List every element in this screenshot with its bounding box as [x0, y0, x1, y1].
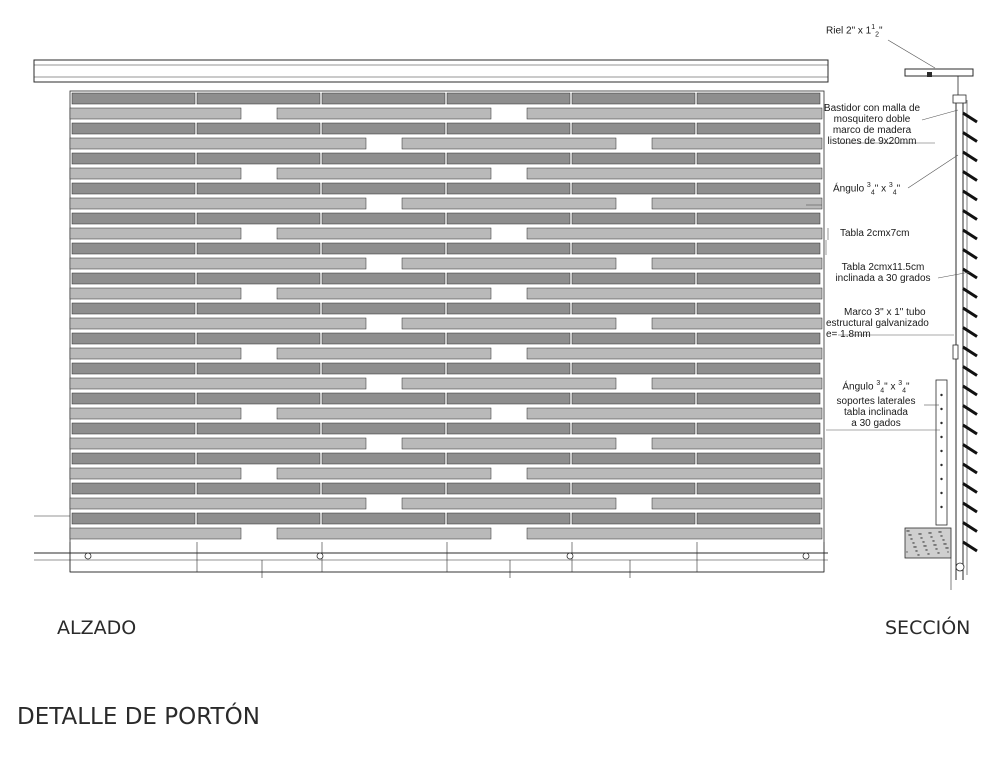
- inclined-board: [527, 168, 822, 179]
- frame-tube-label: Marco 3" x 1" tubo estructural galvanizado e= 1.8mm: [826, 307, 929, 340]
- rail-bolt: [927, 72, 932, 77]
- bolt-hole: [940, 422, 942, 424]
- bolt-hole: [940, 492, 942, 494]
- inclined-board-section: [963, 464, 977, 473]
- board-inclined-label: Tabla 2cmx11.5cm inclinada a 30 grados: [835, 262, 931, 284]
- horizontal-slat: [447, 453, 570, 464]
- horizontal-slat: [197, 483, 320, 494]
- aggregate-dot: [915, 546, 916, 547]
- horizontal-slat: [72, 483, 195, 494]
- horizontal-slat: [572, 363, 695, 374]
- horizontal-slat: [697, 453, 820, 464]
- horizontal-slat: [197, 423, 320, 434]
- mid-connector: [953, 345, 958, 359]
- inclined-board-section: [963, 445, 977, 454]
- inclined-board: [652, 198, 822, 209]
- elevation-caption: ALZADO: [57, 617, 137, 639]
- horizontal-slat: [447, 153, 570, 164]
- inclined-board-section: [963, 289, 977, 298]
- horizontal-slat: [447, 213, 570, 224]
- bolt-hole: [940, 478, 942, 480]
- inclined-board: [70, 498, 366, 509]
- horizontal-slat: [572, 453, 695, 464]
- inclined-board-section: [963, 406, 977, 415]
- top-rail: [34, 60, 828, 82]
- horizontal-slat: [197, 453, 320, 464]
- inclined-board: [527, 408, 822, 419]
- inclined-board-section: [963, 269, 977, 278]
- horizontal-slat: [322, 183, 445, 194]
- inclined-board: [402, 198, 616, 209]
- aggregate-dot: [931, 536, 932, 537]
- inclined-board-section: [963, 113, 977, 122]
- horizontal-slat: [697, 423, 820, 434]
- inclined-board: [402, 438, 616, 449]
- inclined-board: [402, 318, 616, 329]
- horizontal-slat: [697, 483, 820, 494]
- horizontal-slat: [447, 363, 570, 374]
- aggregate-dot: [925, 545, 926, 546]
- inclined-board: [70, 138, 366, 149]
- horizontal-slat: [72, 213, 195, 224]
- horizontal-slat: [697, 363, 820, 374]
- horizontal-slat: [322, 513, 445, 524]
- inclined-board: [402, 378, 616, 389]
- horizontal-slat: [322, 273, 445, 284]
- horizontal-slat: [697, 303, 820, 314]
- horizontal-slat: [697, 123, 820, 134]
- horizontal-slat: [697, 333, 820, 344]
- inclined-board: [277, 528, 491, 539]
- wheel: [317, 553, 323, 559]
- horizontal-slat: [72, 393, 195, 404]
- inclined-board-section: [963, 211, 977, 220]
- inclined-board-section: [963, 386, 977, 395]
- aggregate-dot: [930, 532, 931, 533]
- elevation-view: [34, 60, 828, 578]
- horizontal-slat: [447, 513, 570, 524]
- wheel: [803, 553, 809, 559]
- screen-frame-label: Bastidor con malla de mosquitero doble marco de madera listones de 9x20mm: [823, 103, 921, 147]
- horizontal-slat: [72, 93, 195, 104]
- inclined-board: [652, 438, 822, 449]
- horizontal-slat: [197, 363, 320, 374]
- aggregate-dot: [947, 551, 948, 552]
- leader-line: [938, 272, 970, 278]
- horizontal-slat: [697, 183, 820, 194]
- aggregate-dot: [945, 543, 946, 544]
- inclined-board: [70, 348, 241, 359]
- horizontal-slat: [72, 273, 195, 284]
- aggregate-dot: [911, 538, 912, 539]
- horizontal-slat: [197, 393, 320, 404]
- horizontal-slat: [197, 273, 320, 284]
- bolt-hole: [940, 408, 942, 410]
- inclined-board: [527, 528, 822, 539]
- horizontal-slat: [72, 153, 195, 164]
- inclined-board: [277, 168, 491, 179]
- inclined-board: [70, 108, 241, 119]
- inclined-board: [70, 378, 366, 389]
- horizontal-slat: [572, 153, 695, 164]
- inclined-board: [277, 348, 491, 359]
- bolt-hole: [940, 506, 942, 508]
- inclined-board-section: [963, 347, 977, 356]
- inclined-board: [277, 228, 491, 239]
- aggregate-dot: [936, 548, 937, 549]
- horizontal-slat: [447, 123, 570, 134]
- inclined-board: [277, 288, 491, 299]
- horizontal-slat: [197, 513, 320, 524]
- horizontal-slat: [72, 363, 195, 374]
- lateral-angle-label: Ángulo $^3_4$" x $^3_4$" soportes laterales tabla inclinada a 30 gados: [836, 380, 916, 430]
- aggregate-dot: [920, 533, 921, 534]
- inclined-board: [277, 468, 491, 479]
- aggregate-dot: [947, 547, 948, 548]
- inclined-board-section: [963, 425, 977, 434]
- aggregate-dot: [943, 539, 944, 540]
- horizontal-slat: [572, 393, 695, 404]
- horizontal-slat: [197, 183, 320, 194]
- inclined-board: [652, 318, 822, 329]
- horizontal-slat: [197, 153, 320, 164]
- section-caption: SECCIÓN: [885, 617, 971, 639]
- inclined-board: [402, 138, 616, 149]
- horizontal-slat: [322, 453, 445, 464]
- top-cap: [953, 95, 966, 103]
- inclined-board-section: [963, 367, 977, 376]
- aggregate-dot: [923, 541, 924, 542]
- inclined-board: [527, 468, 822, 479]
- inclined-board-section: [963, 230, 977, 239]
- horizontal-slat: [572, 483, 695, 494]
- inclined-board-section: [963, 172, 977, 181]
- bolt-hole: [940, 436, 942, 438]
- horizontal-slat: [72, 183, 195, 194]
- inclined-board: [527, 348, 822, 359]
- inclined-board-section: [963, 133, 977, 142]
- horizontal-slat: [697, 393, 820, 404]
- inclined-board: [70, 528, 241, 539]
- horizontal-slat: [697, 513, 820, 524]
- horizontal-slat: [72, 123, 195, 134]
- inclined-board: [652, 378, 822, 389]
- aggregate-dot: [908, 530, 909, 531]
- inclined-board: [70, 288, 241, 299]
- horizontal-slat: [447, 423, 570, 434]
- horizontal-slat: [322, 393, 445, 404]
- aggregate-dot: [933, 540, 934, 541]
- aggregate-dot: [938, 552, 939, 553]
- horizontal-slat: [72, 333, 195, 344]
- inclined-board: [527, 288, 822, 299]
- horizontal-slat: [697, 243, 820, 254]
- horizontal-slat: [572, 213, 695, 224]
- aggregate-dot: [910, 534, 911, 535]
- inclined-board: [277, 408, 491, 419]
- horizontal-slat: [72, 423, 195, 434]
- horizontal-slat: [322, 123, 445, 134]
- horizontal-slat: [197, 333, 320, 344]
- aggregate-dot: [916, 550, 917, 551]
- wheel: [567, 553, 573, 559]
- horizontal-slat: [447, 273, 570, 284]
- horizontal-slat: [572, 273, 695, 284]
- horizontal-slat: [197, 213, 320, 224]
- horizontal-slat: [72, 453, 195, 464]
- inclined-board-section: [963, 250, 977, 259]
- horizontal-slat: [572, 183, 695, 194]
- horizontal-slat: [447, 303, 570, 314]
- horizontal-slat: [697, 93, 820, 104]
- bolt-hole: [940, 394, 942, 396]
- inclined-board: [652, 258, 822, 269]
- inclined-board: [70, 198, 366, 209]
- aggregate-dot: [935, 544, 936, 545]
- aggregate-dot: [940, 531, 941, 532]
- inclined-board-section: [963, 542, 977, 551]
- horizontal-slat: [572, 333, 695, 344]
- horizontal-slat: [447, 93, 570, 104]
- bolt-hole: [940, 450, 942, 452]
- horizontal-slat: [572, 123, 695, 134]
- inclined-board: [527, 108, 822, 119]
- horizontal-slat: [322, 303, 445, 314]
- horizontal-slat: [447, 333, 570, 344]
- aggregate-dot: [918, 554, 919, 555]
- horizontal-slat: [197, 93, 320, 104]
- horizontal-slat: [697, 273, 820, 284]
- horizontal-slat: [322, 153, 445, 164]
- inclined-board: [652, 498, 822, 509]
- horizontal-slat: [572, 423, 695, 434]
- inclined-board-section: [963, 484, 977, 493]
- horizontal-slat: [572, 93, 695, 104]
- horizontal-slat: [72, 513, 195, 524]
- wheel: [85, 553, 91, 559]
- rail-profile: [905, 69, 973, 76]
- inclined-board: [527, 228, 822, 239]
- horizontal-slat: [322, 483, 445, 494]
- aggregate-dot: [906, 551, 907, 552]
- horizontal-slat: [447, 243, 570, 254]
- horizontal-slat: [447, 483, 570, 494]
- horizontal-slat: [572, 303, 695, 314]
- horizontal-slat: [322, 93, 445, 104]
- inclined-board: [402, 258, 616, 269]
- horizontal-slat: [197, 243, 320, 254]
- leader-line: [908, 155, 958, 188]
- wheel-section: [956, 563, 964, 571]
- aggregate-dot: [941, 535, 942, 536]
- inclined-board-section: [963, 503, 977, 512]
- inclined-board: [70, 168, 241, 179]
- leader-line: [922, 110, 958, 120]
- horizontal-slat: [572, 513, 695, 524]
- horizontal-slat: [322, 423, 445, 434]
- horizontal-slat: [697, 153, 820, 164]
- inclined-board-section: [963, 308, 977, 317]
- horizontal-slat: [322, 213, 445, 224]
- drawing-title: DETALLE DE PORTÓN: [17, 704, 260, 730]
- lateral-angle-support: [936, 380, 947, 525]
- inclined-board: [70, 258, 366, 269]
- inclined-board: [652, 138, 822, 149]
- horizontal-slat: [197, 303, 320, 314]
- angle-label: Ángulo $^3_4$" x $^3_4$": [833, 182, 901, 197]
- rail-label: Riel 2" x $1^1_2$": [826, 24, 883, 39]
- horizontal-slat: [72, 303, 195, 314]
- horizontal-slat: [322, 333, 445, 344]
- bolt-hole: [940, 464, 942, 466]
- horizontal-slat: [447, 183, 570, 194]
- aggregate-dot: [921, 537, 922, 538]
- inclined-board: [402, 498, 616, 509]
- horizontal-slat: [322, 243, 445, 254]
- board-small-label: Tabla 2cmx7cm: [840, 228, 910, 239]
- horizontal-slat: [447, 393, 570, 404]
- leader-line: [888, 40, 935, 68]
- aggregate-dot: [928, 553, 929, 554]
- horizontal-slat: [697, 213, 820, 224]
- inclined-board-section: [963, 523, 977, 532]
- horizontal-slat: [322, 363, 445, 374]
- inclined-board: [70, 408, 241, 419]
- horizontal-slat: [72, 243, 195, 254]
- inclined-board-section: [963, 152, 977, 161]
- aggregate-dot: [926, 549, 927, 550]
- inclined-board: [70, 438, 366, 449]
- horizontal-slat: [572, 243, 695, 254]
- inclined-board: [277, 108, 491, 119]
- inclined-board: [70, 468, 241, 479]
- inclined-board-section: [963, 328, 977, 337]
- inclined-board-section: [963, 191, 977, 200]
- horizontal-slat: [197, 123, 320, 134]
- inclined-board: [70, 318, 366, 329]
- inclined-board: [70, 228, 241, 239]
- aggregate-dot: [913, 542, 914, 543]
